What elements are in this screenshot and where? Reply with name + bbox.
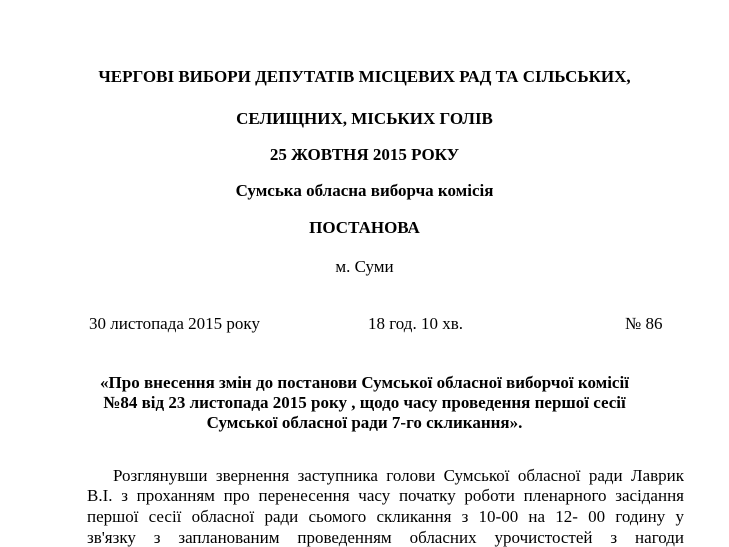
body-line-1: Розглянувши звернення заступника голови Сумської обласної ради Лаврик [113, 466, 684, 485]
decree-number: № 86 [625, 314, 663, 333]
body-line-2: В.І. з проханням про перенесення часу початку роботи пленарного засідання [87, 486, 684, 505]
body-line-4: зв'язку з запланованим проведенням обласних урочистостей з нагоди [87, 528, 684, 547]
title-line-1: ЧЕРГОВІ ВИБОРИ ДЕПУТАТІВ МІСЦЕВИХ РАД ТА СІЛЬСЬКИХ, [98, 67, 631, 86]
subject-line-3: Сумської обласної ради 7-го скликання». [206, 413, 523, 432]
subject-line-2: №84 від 23 листопада 2015 року , щодо часу проведення першої сесії [103, 393, 626, 412]
decree-date: 30 листопада 2015 року [89, 314, 260, 333]
subject-line-1: «Про внесення змін до постанови Сумської обласної виборчої комісії [100, 373, 629, 392]
body-line-3: першої сесії обласної ради сьомого скликання з 10-00 на 12- 00 годину у [87, 507, 684, 526]
title-line-2: СЕЛИЩНИХ, МІСЬКИХ ГОЛІВ [236, 109, 493, 128]
city-name: м. Суми [335, 257, 394, 276]
commission-name: Сумська обласна виборча комісія [235, 181, 494, 200]
decree-time: 18 год. 10 хв. [368, 314, 463, 333]
document-type: ПОСТАНОВА [309, 218, 420, 237]
election-date: 25 ЖОВТНЯ 2015 РОКУ [269, 145, 460, 164]
